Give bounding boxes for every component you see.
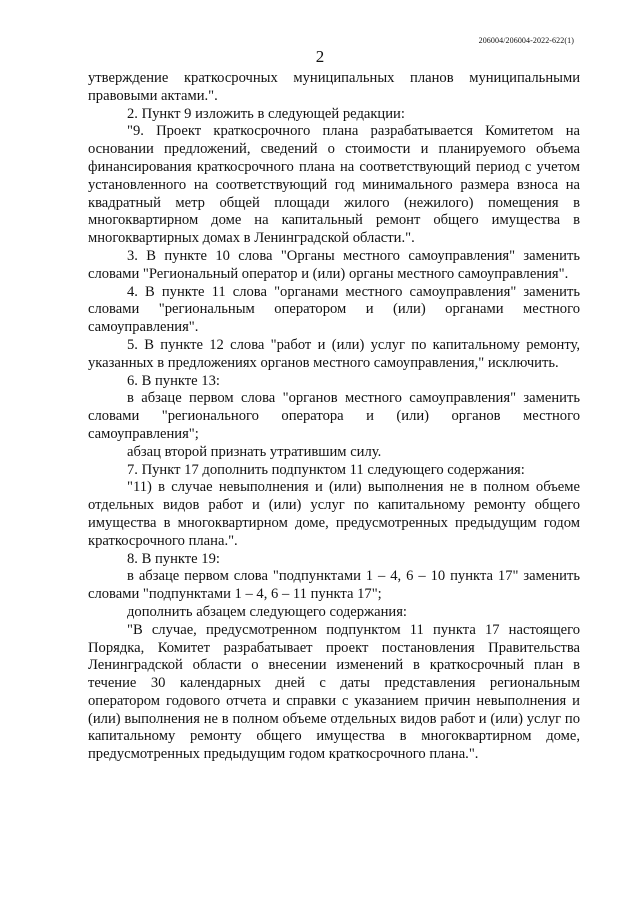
document-body (88, 70, 580, 764)
paragraph-item-6: 6. В пункте 13: (127, 372, 220, 389)
paragraph-continuation: утверждение краткосрочных муниципальных планов муниципальными правовыми актами.". (88, 70, 580, 104)
paragraph-item-8-first-subparagraph: в абзаце первом слова "подпунктами 1 – 4, 6 – 10 пункта 17" заменить словами "подпунктами 1 – 4, 6 – 11 пункта 17"; (88, 568, 580, 603)
paragraph-item-7: 7. Пункт 17 дополнить подпунктом 11 следующего содержания: (127, 461, 525, 478)
paragraph-item-8: 8. В пункте 19: (127, 550, 220, 567)
paragraph-item-9-text: "9. Проект краткосрочного плана разрабатывается Комитетом на основании предложений, сведений о стоимости и планируемого объема финансирования краткосрочного плана на соответствующий период с учетом установленного на соответствующий год минимального размера взноса на квадратный метр общей площади жилого (нежилого) помещения в многоквартирном доме на капитальный ремонт общего имущества в многоквартирных домах в Ленинградской области.". (88, 123, 580, 247)
paragraph-item-2: 2. Пункт 9 изложить в следующей редакции: (127, 105, 405, 122)
document-registration-code: 206004/206004-2022-622(1) (478, 36, 574, 45)
paragraph-item-6-second-subparagraph: абзац второй признать утратившим силу. (127, 443, 382, 460)
paragraph-subitem-11-text: "11) в случае невыполнения и (или) выполнения не в полном объеме отдельных видов работ и (или) услуг по капитальному ремонту общего имущества в многоквартирном доме, предусмотренных предыдущим годом краткосрочного плана.". (88, 479, 580, 549)
paragraph-item-3: 3. В пункте 10 слова "Органы местного самоуправления" заменить словами "Региональный оператор и (или) органы местного самоуправления". (88, 247, 580, 282)
paragraph-item-8-add-subparagraph: дополнить абзацем следующего содержания: (127, 603, 407, 620)
paragraph-item-5: 5. В пункте 12 слова "работ и (или) услуг по капитальному ремонту, указанных в предложениях органов местного самоуправления," исключить. (88, 336, 580, 371)
paragraph-item-4: 4. В пункте 11 слова "органами местного самоуправления" заменить словами "региональным оператором и (или) органами местного самоуправления". (88, 283, 580, 336)
paragraph-item-6-first-subparagraph: в абзаце первом слова "органов местного самоуправления" заменить словами "регионального оператора и (или) органов местного самоуправления"; (88, 390, 580, 442)
paragraph-new-subparagraph-text: "В случае, предусмотренном подпунктом 11 пункта 17 настоящего Порядка, Комитет разрабатывает проект постановления Правительства Ленинградской области о внесении изменений в краткосрочный план в течение 30 календарных дней с даты представления региональным оператором годового отчета и справки с указанием причин невыполнения и (или) выполнения не в полном объеме отдельных видов работ и (или) услуг по капитальному ремонту общего имущества в многоквартирном доме, предусмотренных предыдущим годом краткосрочного плана.". (88, 621, 580, 763)
page-number: 2 (315, 47, 325, 66)
